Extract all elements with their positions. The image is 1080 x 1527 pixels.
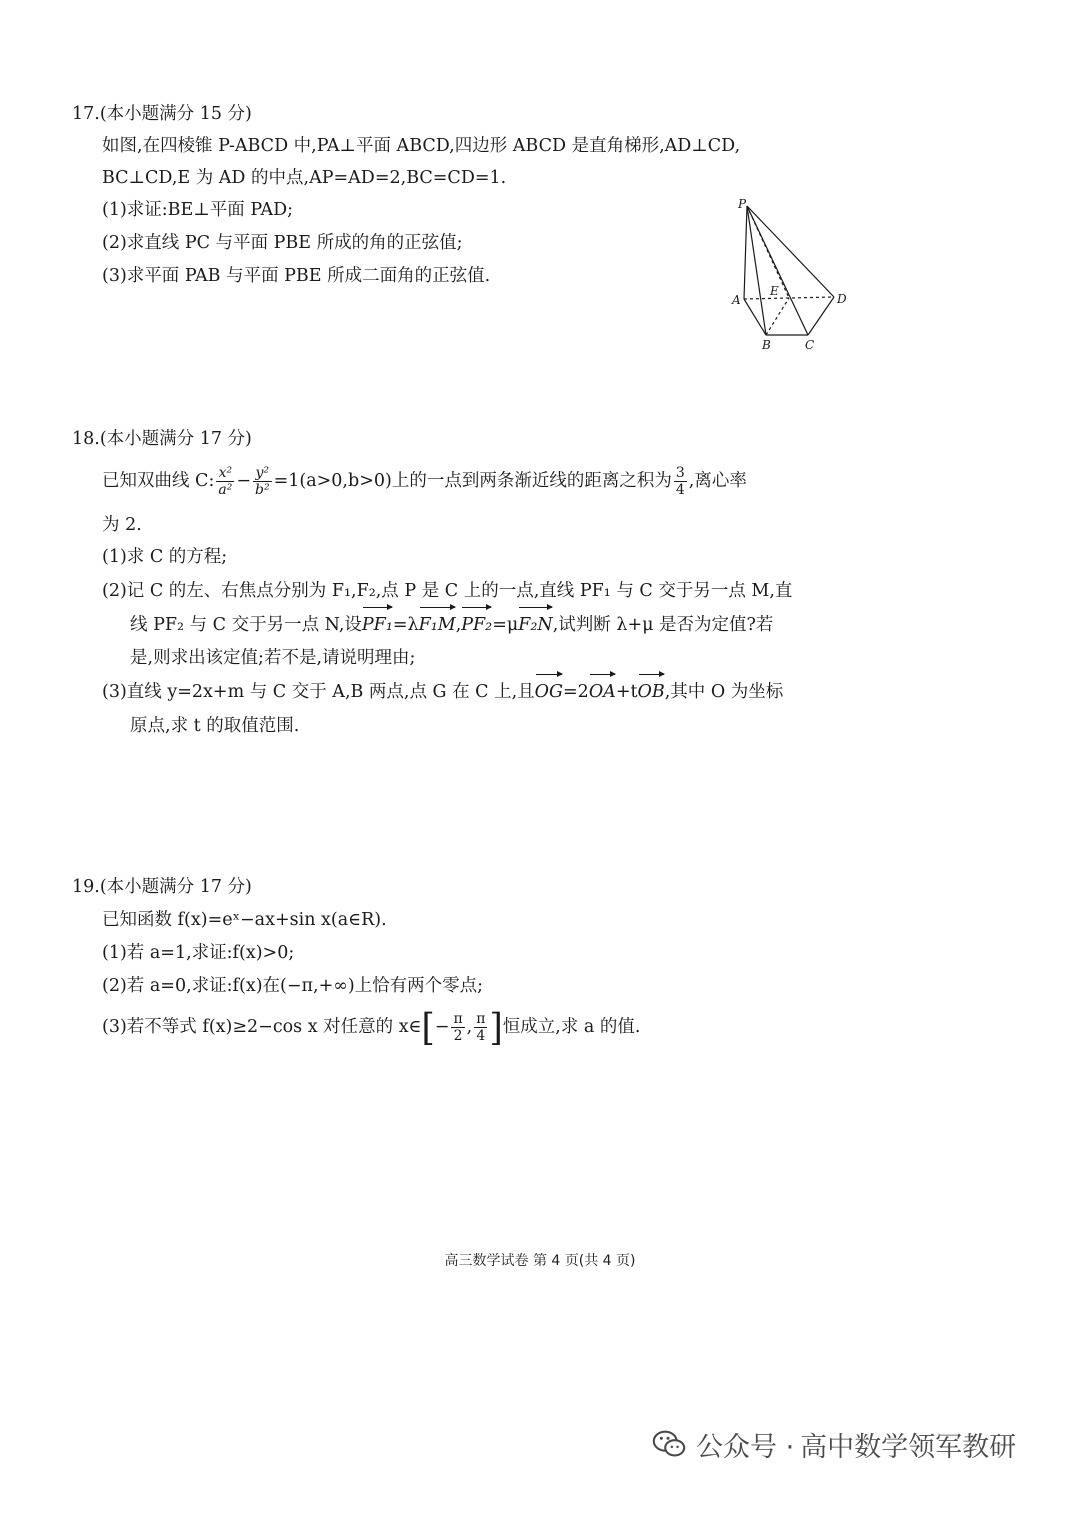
frac-denominator: b² xyxy=(255,482,270,498)
vector-F2N: F₂N xyxy=(518,609,552,642)
frac-denominator: a² xyxy=(218,482,233,498)
frac-denominator: 2 xyxy=(453,1028,463,1044)
q19-part3 xyxy=(102,1005,641,1050)
label-E: E xyxy=(770,284,779,298)
frac-denominator: 4 xyxy=(476,1028,486,1044)
q18-part3-text-a: (3)直线 y=2x+m 与 C 交于 A,B 两点,点 G 在 C 上,且 xyxy=(102,682,535,702)
frac-numerator: 3 xyxy=(675,465,685,481)
frac-y2-b2 xyxy=(253,465,272,498)
question-19 xyxy=(72,871,862,1051)
vector-OG: OG xyxy=(535,676,563,709)
vector-F1M: F₁M xyxy=(419,609,456,642)
q18-part1: (1)求 C 的方程; xyxy=(102,547,228,567)
frac-numerator: y² xyxy=(253,465,272,482)
q17-header: 17.(本小题满分 15 分) xyxy=(72,104,252,124)
comma: , xyxy=(455,615,462,635)
frac-pi-4 xyxy=(474,1011,487,1044)
vector-OA: OA xyxy=(589,676,616,709)
watermark-source: 公众号 · xyxy=(696,1431,795,1463)
minus-sign: − xyxy=(434,1017,450,1037)
q17-part2: (2)求直线 PC 与平面 PBE 所成的角的正弦值; xyxy=(102,233,463,253)
vector-PF1: PF₁ xyxy=(362,609,393,642)
q18-stem-line2: 为 2. xyxy=(102,515,142,535)
q18-part3-line1 xyxy=(102,676,783,709)
q18-stem-a: 已知双曲线 C: xyxy=(102,471,215,491)
label-P: P xyxy=(738,197,747,211)
vector-PF2: PF₂ xyxy=(461,609,492,642)
q17-stem-line2: BC⊥CD,E 为 AD 的中点,AP=AD=2,BC=CD=1. xyxy=(102,168,507,188)
label-D: D xyxy=(837,292,847,306)
eq-lambda: =λ xyxy=(392,615,419,635)
watermark-name: 高中数学领军教研 xyxy=(800,1431,1017,1463)
edge-PA xyxy=(744,206,747,299)
label-C: C xyxy=(805,338,815,352)
eq-mu: =μ xyxy=(492,615,519,635)
q19-stem: 已知函数 f(x)=eˣ−ax+sin x(a∈R). xyxy=(102,910,387,930)
eq-two: =2 xyxy=(563,682,589,702)
frac-x2-a2 xyxy=(216,465,234,498)
frac-numerator: x² xyxy=(216,465,234,482)
edge-AB xyxy=(744,299,766,335)
question-18 xyxy=(72,423,862,743)
frac-numerator: π xyxy=(476,1011,486,1027)
q19-header: 19.(本小题满分 17 分) xyxy=(72,877,252,897)
edge-CD xyxy=(808,297,834,335)
right-bracket: ] xyxy=(489,1005,503,1050)
q19-part1: (1)若 a=1,求证:f(x)>0; xyxy=(102,943,295,963)
pyramid-figure xyxy=(722,196,862,356)
q18-part3-text-b: ,其中 O 为坐标 xyxy=(664,682,784,702)
page-footer: 高三数学试卷 第 4 页(共 4 页) xyxy=(444,1253,636,1269)
q18-part2-text-a: 线 PF₂ 与 C 交于另一点 N,设 xyxy=(130,615,362,635)
wechat-icon xyxy=(650,1425,688,1463)
q18-stem-b: =1(a>0,b>0)上的一点到两条渐近线的距离之积为 xyxy=(273,471,672,491)
q19-part3-text-b: 恒成立,求 a 的值. xyxy=(502,1017,641,1037)
q17-stem-line1: 如图,在四棱锥 P-ABCD 中,PA⊥平面 ABCD,四边形 ABCD 是直角梯形,AD⊥CD, xyxy=(102,136,741,156)
left-bracket: [ xyxy=(421,1005,435,1050)
frac-pi-2 xyxy=(451,1011,464,1044)
q18-part2-line2 xyxy=(130,609,773,642)
q18-part2-line1: (2)记 C 的左、右焦点分别为 F₁,F₂,点 P 是 C 上的一点,直线 PF₁ 与 C 交于另一点 M,直 xyxy=(102,581,793,601)
q19-part3-text-a: (3)若不等式 f(x)≥2−cos x 对任意的 x∈ xyxy=(102,1017,422,1037)
q18-stem-c: ,离心率 xyxy=(688,471,747,491)
edge-BE-hidden xyxy=(766,298,789,335)
label-B: B xyxy=(762,338,771,352)
q18-header: 18.(本小题满分 17 分) xyxy=(72,429,252,449)
minus-sign: − xyxy=(236,471,251,491)
wechat-watermark xyxy=(650,1424,1016,1464)
label-A: A xyxy=(732,293,741,307)
q18-stem-line1 xyxy=(102,461,747,501)
q17-part1: (1)求证:BE⊥平面 PAD; xyxy=(102,200,294,220)
q19-part2: (2)若 a=0,求证:f(x)在(−π,+∞)上恰有两个零点; xyxy=(102,976,484,996)
frac-denominator: 4 xyxy=(675,482,685,498)
edge-PD xyxy=(747,206,834,297)
plus-t: +t xyxy=(615,682,638,702)
q18-part2-line3: 是,则求出该定值;若不是,请说明理由; xyxy=(130,648,416,668)
frac-numerator: π xyxy=(453,1011,463,1027)
q18-part2-text-b: ,试判断 λ+μ 是否为定值?若 xyxy=(552,615,774,635)
frac-3-4 xyxy=(674,465,687,498)
q17-part3: (3)求平面 PAB 与平面 PBE 所成二面角的正弦值. xyxy=(102,266,491,286)
comma: , xyxy=(466,1017,473,1037)
q18-part3-line2: 原点,求 t 的取值范围. xyxy=(130,716,300,736)
vector-OB: OB xyxy=(638,676,665,709)
